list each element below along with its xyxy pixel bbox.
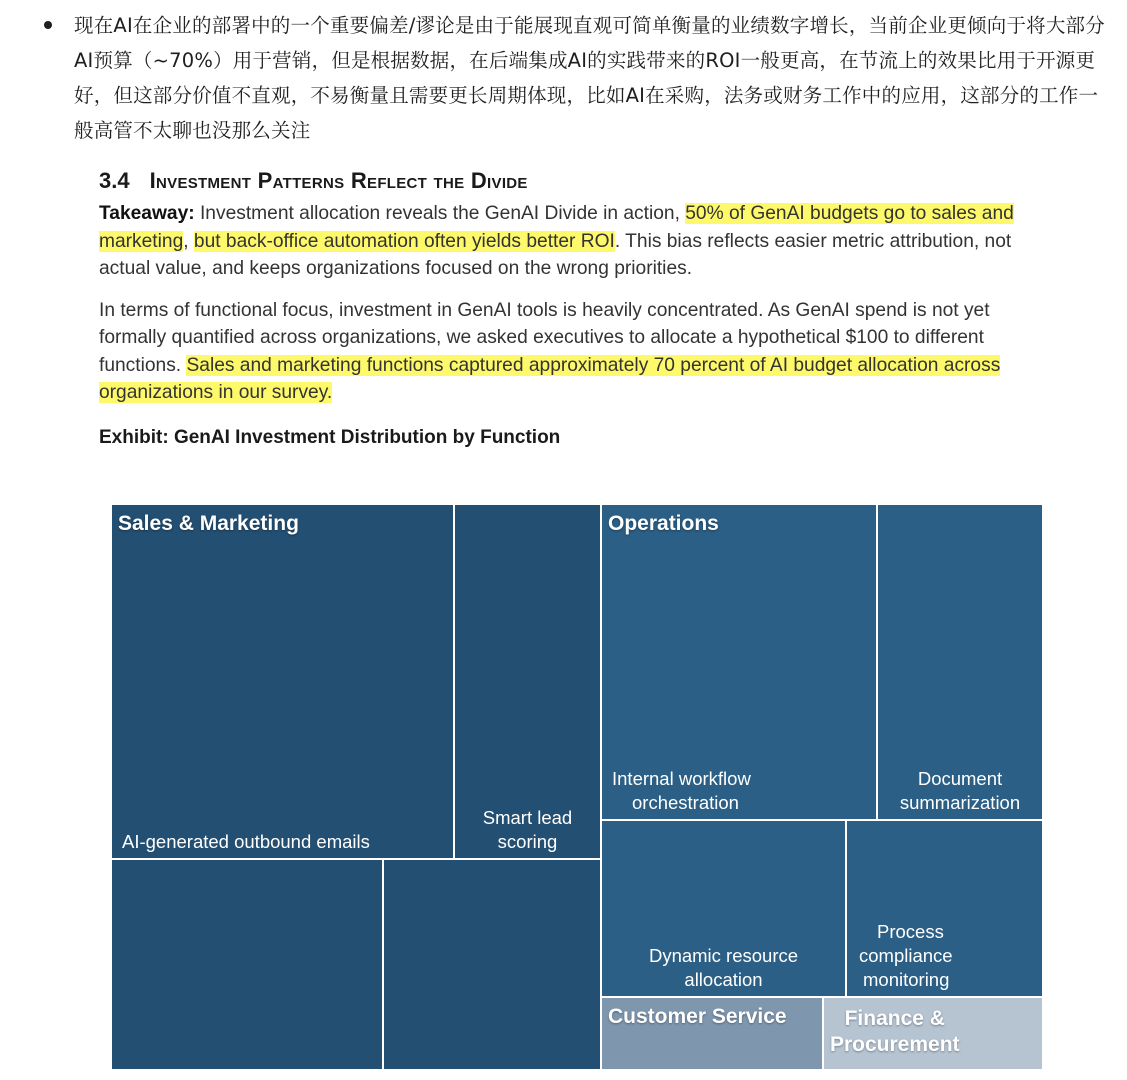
leaf-label-line: summarization [899, 792, 1021, 813]
cell-internal-workflow-orchestration [601, 504, 877, 820]
group-label-customer-service: Customer Service [608, 1005, 787, 1028]
leaf-label-document-summarization [878, 767, 1042, 815]
bullet-dot-icon [44, 21, 52, 29]
highlight-budgets: 50% of GenAI budgets go to sales and marketing [99, 203, 1014, 252]
leaf-label-line: compliance [859, 945, 953, 966]
leaf-label-line: Smart lead [482, 807, 573, 828]
section-title: Investment Patterns Reflect the Divide [149, 168, 528, 193]
leaf-label-line: Process [877, 921, 944, 942]
group-label-operations: Operations [608, 512, 719, 535]
cell-ai-generated-outbound-emails [111, 504, 454, 859]
paragraph2-text: In terms of functional focus, investment in GenAI tools is heavily concentrated. As GenAI spend is not yet formally quantified across organizations, we asked executives to allocate a hypothetical $100 to different functions. [99, 299, 990, 376]
group-label-sales-marketing: Sales & Marketing [118, 512, 299, 535]
leaf-label-line: Document [917, 768, 1003, 789]
cell-sales-unlabeled-1 [111, 859, 383, 1070]
cell-finance-procurement [823, 997, 1043, 1070]
investment-treemap [111, 504, 1043, 1070]
exhibit-title: Exhibit: GenAI Investment Distribution by Function [99, 426, 561, 448]
takeaway-text-3: . This bias reflects easier metric attribution, not actual value, and keeps organizations focused on the wrong priorities. [99, 230, 1012, 279]
section-number: 3.4 [99, 168, 130, 193]
cell-document-summarization [877, 504, 1043, 820]
group-label-line: Finance & [844, 1007, 945, 1030]
takeaway-text-1: Investment allocation reveals the GenAI Divide in action, [194, 203, 686, 224]
leaf-label-line: allocation [684, 969, 763, 990]
section-heading [99, 162, 1039, 200]
leaf-label-workflow [608, 767, 876, 815]
cell-dynamic-resource-allocation [601, 820, 846, 997]
bullet-text: 现在AI在企业的部署中的一个重要偏差/谬论是由于能展现直观可简单衡量的业绩数字增长，当前企业更倾向于将大部分AI预算（~70%）用于营销，但是根据数据，在后端集成AI的实践带来的ROI一般更高，在节流上的效果比用于开源更好，但这部分价值不直观，不易衡量且需要更长周期体现，比如AI在采购，法务或财务工作中的应用，这部分的工作一般高管不太聊也没那么关注 [74, 14, 1105, 142]
functional-focus-paragraph [99, 297, 1039, 407]
leaf-label-line: orchestration [632, 792, 739, 813]
cell-customer-service [601, 997, 823, 1070]
takeaway-paragraph [99, 200, 1039, 283]
leaf-label-dynamic-resource [602, 944, 845, 992]
group-label-finance-procurement [830, 1006, 960, 1058]
cell-process-compliance-monitoring [846, 820, 1043, 997]
leaf-label-compliance [855, 920, 1042, 992]
leaf-label-line: Internal workflow [612, 768, 751, 789]
leaf-label-line: monitoring [863, 969, 950, 990]
leaf-label-line: Dynamic resource [648, 945, 799, 966]
document-excerpt [99, 162, 1039, 452]
cell-smart-lead-scoring [454, 504, 601, 859]
leaf-label-line: scoring [497, 831, 558, 852]
leaf-label-ai-emails: AI-generated outbound emails [122, 831, 370, 852]
cell-sales-unlabeled-2 [383, 859, 601, 1070]
group-label-line: Procurement [830, 1033, 960, 1056]
highlight-roi: but back-office automation often yields better ROI [193, 230, 615, 252]
highlight-70-percent: Sales and marketing functions captured approximately 70 percent of AI budget allocation across organizations in our survey. [99, 354, 1001, 403]
takeaway-text-2: , [183, 230, 194, 252]
takeaway-label: Takeaway: [99, 203, 195, 224]
leaf-label-smart-lead-scoring [455, 806, 600, 854]
